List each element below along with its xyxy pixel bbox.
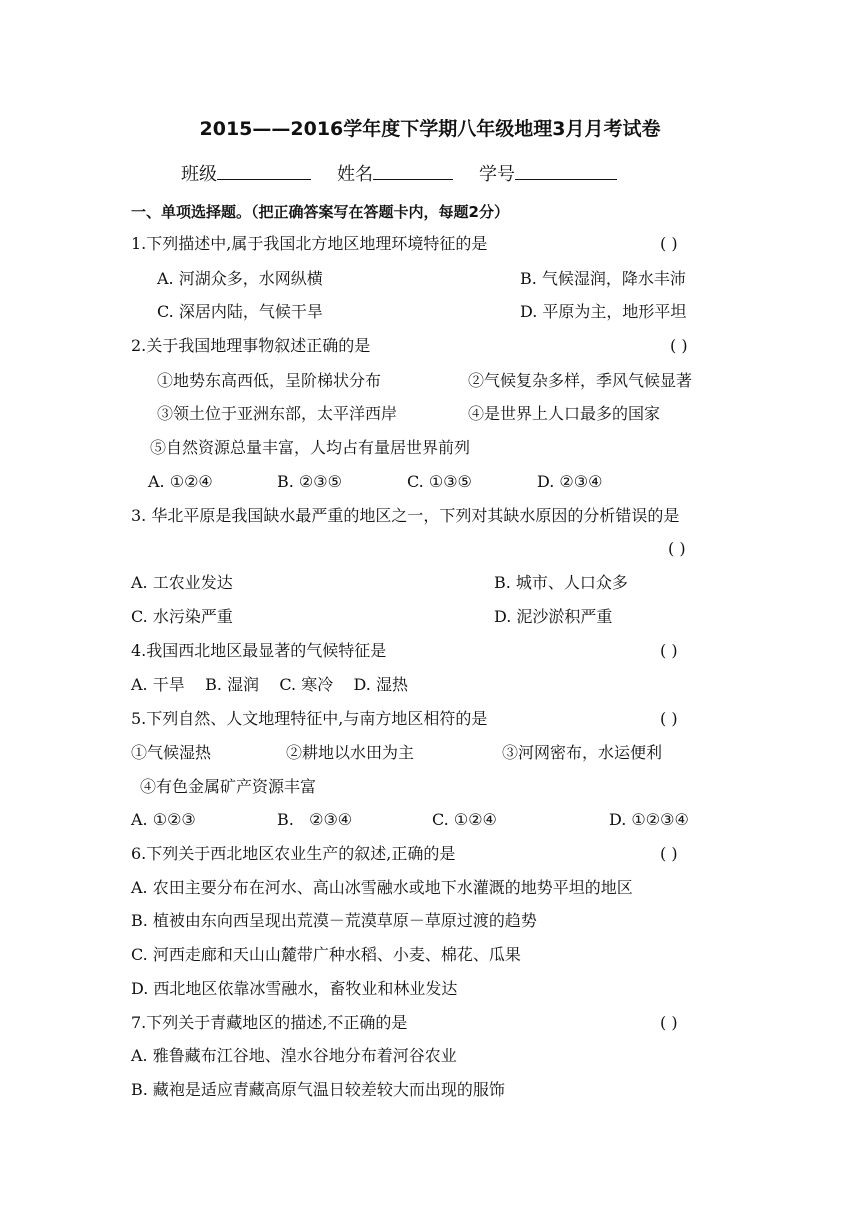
question-5-item-4: ④有色金属矿产资源丰富 bbox=[140, 777, 317, 796]
class-label: 班级 bbox=[181, 164, 217, 185]
question-2-option-b: B. ②③⑤ bbox=[277, 472, 342, 491]
question-5-item-2: ②耕地以水田为主 bbox=[286, 743, 415, 762]
question-3-option-c: C. 水污染严重 bbox=[131, 607, 233, 626]
question-6-option-a: A. 农田主要分布在河水、高山冰雪融水或地下水灌溉的地势平坦的地区 bbox=[131, 878, 633, 897]
question-2-option-c: C. ①③⑤ bbox=[407, 472, 472, 491]
question-1-option-a: A. 河湖众多，水网纵横 bbox=[157, 269, 323, 288]
question-2-option-d: D. ②③④ bbox=[537, 472, 603, 491]
question-2-item-5: ⑤自然资源总量丰富，人均占有量居世界前列 bbox=[150, 438, 471, 457]
question-5-option-b: B. ②③④ bbox=[277, 810, 353, 829]
question-3-option-b: B. 城市、人口众多 bbox=[494, 573, 628, 592]
name-label: 姓名 bbox=[337, 164, 373, 185]
question-7-option-a: A. 雅鲁藏布江谷地、湟水谷地分布着河谷农业 bbox=[131, 1046, 457, 1065]
question-6-answer-paren: ( ) bbox=[660, 844, 678, 863]
question-6-stem: 6.下列关于西北地区农业生产的叙述,正确的是 bbox=[131, 844, 456, 863]
question-1-option-d: D. 平原为主，地形平坦 bbox=[520, 302, 687, 321]
question-5-option-a: A. ①②③ bbox=[131, 810, 196, 829]
question-5-item-1: ①气候湿热 bbox=[131, 743, 212, 762]
question-6-option-c: C. 河西走廊和天山山麓带广种水稻、小麦、棉花、瓜果 bbox=[131, 945, 521, 964]
question-1-stem: 1.下列描述中,属于我国北方地区地理环境特征的是 bbox=[131, 234, 488, 253]
question-2-option-a: A. ①②④ bbox=[148, 472, 213, 491]
question-2-item-4: ④是世界上人口最多的国家 bbox=[468, 404, 661, 423]
question-6-option-d: D. 西北地区依靠冰雪融水，畜牧业和林业发达 bbox=[131, 979, 458, 998]
question-1-option-b: B. 气候湿润，降水丰沛 bbox=[520, 269, 686, 288]
question-5-option-d: D. ①②③④ bbox=[609, 810, 689, 829]
question-7-answer-paren: ( ) bbox=[660, 1013, 678, 1032]
question-3-option-d: D. 泥沙淤积严重 bbox=[494, 607, 613, 626]
question-4-options: A. 干旱 B. 湿润 C. 寒冷 D. 湿热 bbox=[131, 675, 408, 694]
question-5-answer-paren: ( ) bbox=[660, 709, 678, 728]
question-2-item-2: ②气候复杂多样，季风气候显著 bbox=[468, 371, 693, 390]
question-3-answer-paren: ( ) bbox=[668, 539, 686, 558]
question-4-stem: 4.我国西北地区最显著的气候特征是 bbox=[131, 641, 387, 660]
question-6-option-b: B. 植被由东向西呈现出荒漠－荒漠草原－草原过渡的趋势 bbox=[131, 911, 537, 930]
question-5-item-3: ③河网密布，水运便利 bbox=[502, 743, 663, 762]
question-2-item-1: ①地势东高西低，呈阶梯状分布 bbox=[157, 371, 382, 390]
question-4-answer-paren: ( ) bbox=[660, 641, 678, 660]
section-heading: 一、单项选择题。（把正确答案写在答题卡内，每题2分） bbox=[131, 203, 509, 221]
question-2-item-3: ③领土位于亚洲东部，太平洋西岸 bbox=[157, 404, 398, 423]
question-1-answer-paren: ( ) bbox=[660, 234, 678, 253]
question-5-option-c: C. ①②④ bbox=[432, 810, 497, 829]
question-3-option-a: A. 工农业发达 bbox=[131, 573, 233, 592]
question-3-stem: 3. 华北平原是我国缺水最严重的地区之一，下列对其缺水原因的分析错误的是 bbox=[131, 506, 680, 525]
question-2-stem: 2.关于我国地理事物叙述正确的是 bbox=[131, 336, 371, 355]
question-5-stem: 5.下列自然、人文地理特征中,与南方地区相符的是 bbox=[131, 709, 488, 728]
question-7-stem: 7.下列关于青藏地区的描述,不正确的是 bbox=[131, 1013, 408, 1032]
page-title: 2015——2016学年度下学期八年级地理3月月考试卷 bbox=[199, 118, 661, 140]
question-1-option-c: C. 深居内陆，气候干旱 bbox=[157, 302, 323, 321]
class-blank[interactable] bbox=[217, 161, 311, 180]
question-2-answer-paren: ( ) bbox=[670, 336, 688, 355]
name-blank[interactable] bbox=[373, 161, 453, 180]
number-label: 学号 bbox=[479, 164, 515, 185]
question-7-option-b: B. 藏袍是适应青藏高原气温日较差较大而出现的服饰 bbox=[131, 1080, 505, 1099]
student-info-line bbox=[181, 161, 643, 187]
number-blank[interactable] bbox=[515, 161, 617, 180]
